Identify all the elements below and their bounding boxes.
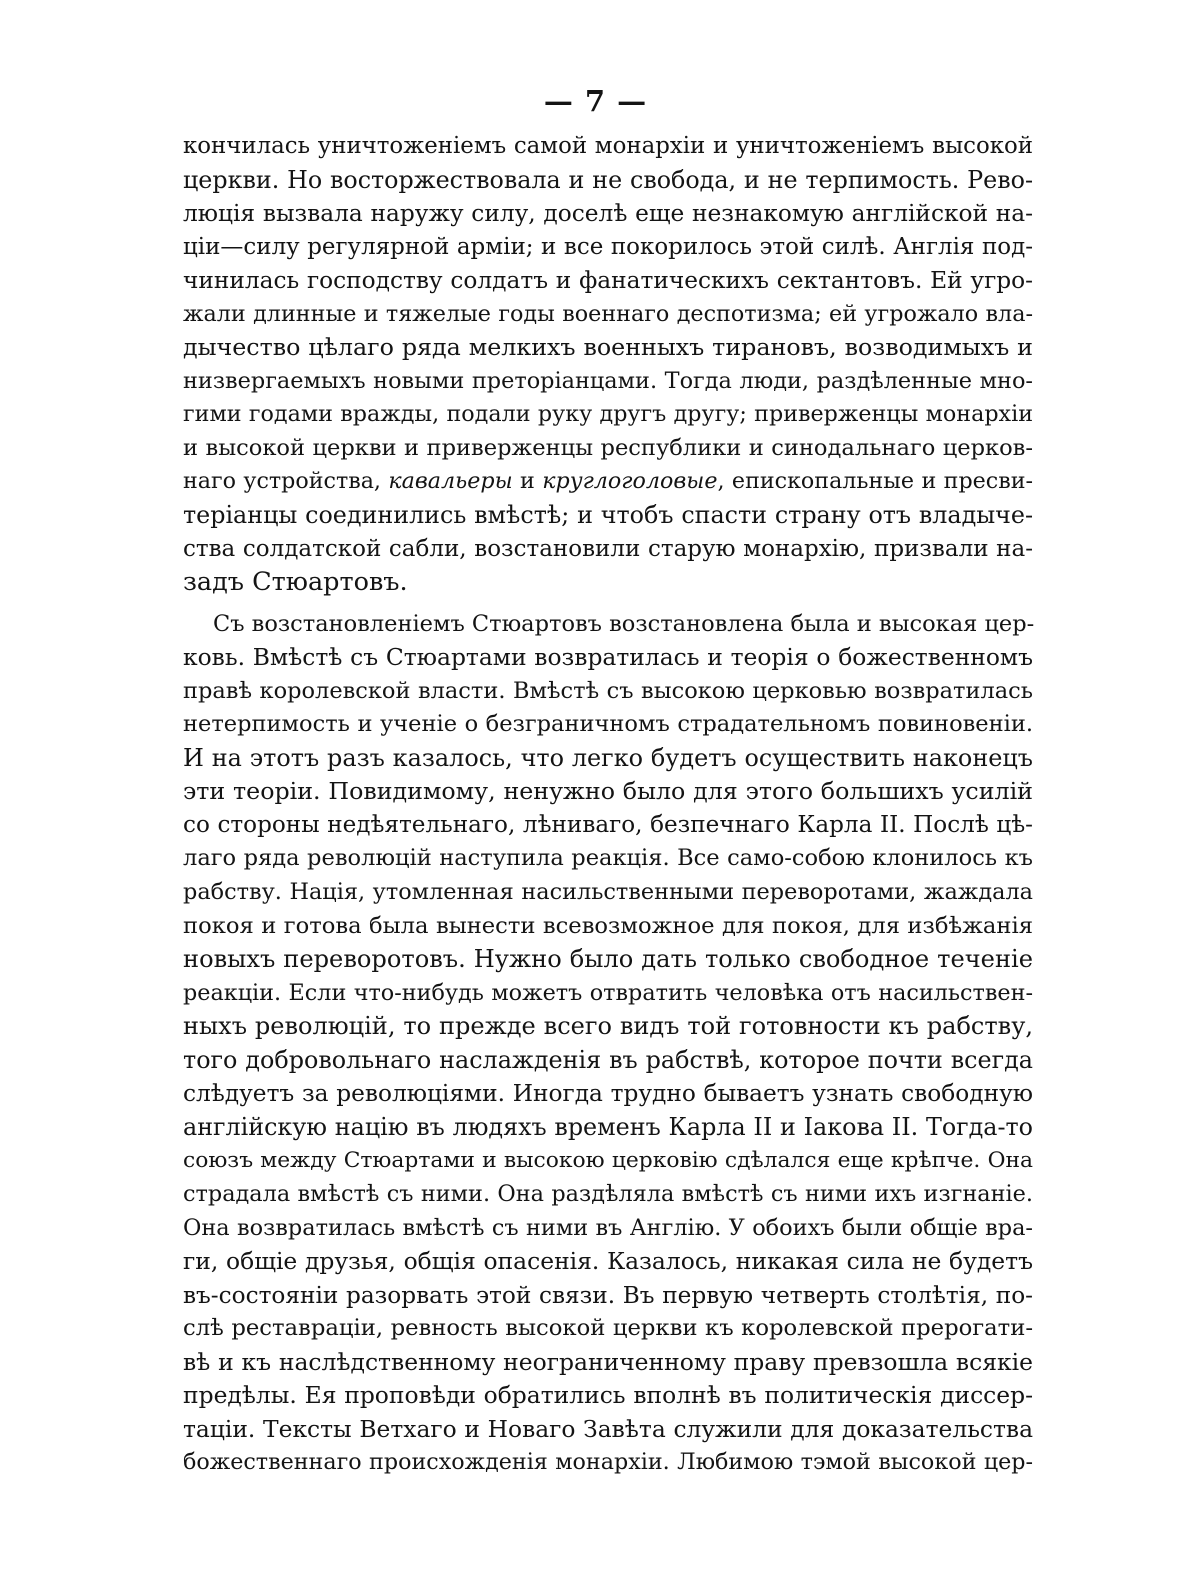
text-line: въ-состояніи разорвать этой связи. Въ первую четверть столѣтія, по-: [183, 1281, 1033, 1309]
text-line: ковь. Вмѣстѣ съ Стюартами возвратилась и теорія о божественномъ: [183, 643, 1033, 672]
text-line: Съ возстановленіемъ Стюартовъ возстановлена была и высокая цер-: [213, 610, 1035, 637]
text-segment: , епископальные и пресви-: [717, 468, 1033, 495]
text-line: лаго ряда революцій наступила реакція. Все само-собою клонилось къ: [183, 845, 1033, 872]
text-line: И на этотъ разъ казалось, что легко будетъ осуществить наконецъ: [183, 743, 1033, 772]
text-segment: и: [512, 468, 543, 495]
text-line: того добровольнаго наслажденія въ рабствѣ, которое почти всегда: [183, 1045, 1033, 1074]
text-line: теріанцы соединились вмѣстѣ; и чтобъ спасти страну отъ владыче-: [183, 501, 1033, 530]
text-line: реакціи. Если что-нибудь можетъ отвратить человѣка отъ насильствен-: [183, 979, 1033, 1006]
text-line: нетерпимость и ученіе о безграничномъ страдательномъ повиновеніи.: [183, 711, 1033, 738]
text-line: задъ Стюартовъ.: [183, 567, 408, 598]
text-line: жали длинные и тяжелые годы военнаго деспотизма; ей угрожало вла-: [183, 300, 1033, 327]
page-number: — 7 —: [543, 84, 648, 118]
text-line: страдала вмѣстѣ съ ними. Она раздѣляла вмѣстѣ съ ними ихъ изгнаніе.: [183, 1180, 1033, 1207]
paragraph-2: [183, 608, 1033, 1480]
text-line: дычество цѣлаго ряда мелкихъ военныхъ тирановъ, возводимыхъ и: [183, 333, 1033, 362]
text-line: ціи—силу регулярной арміи; и все покорилось этой силѣ. Англія под-: [183, 233, 1033, 260]
text-line: кончилась уничтоженіемъ самой монархіи и уничтоженіемъ высокой: [183, 133, 1033, 159]
text-line: церкви. Но восторжествовала и не свобода, и не терпимость. Рево-: [183, 165, 1033, 194]
text-line: англійскую націю въ людяхъ временъ Карла II и Іакова II. Тогда-то: [183, 1112, 1033, 1141]
italic-term-roundheads: круглоголовые: [542, 468, 718, 495]
text-line: слѣдуетъ за революціями. Иногда трудно бываетъ узнать свободную: [183, 1080, 1033, 1108]
text-line: ги, общіе друзья, общія опасенія. Казалось, никакая сила не будетъ: [183, 1247, 1033, 1276]
text-line: союзъ между Стюартами и высокою церковію сдѣлался еще крѣпче. Она: [183, 1148, 1033, 1174]
body-text: [183, 130, 1033, 1480]
text-line: рабству. Нація, утомленная насильственными переворотами, жаждала: [183, 879, 1033, 906]
text-line: покоя и готова была вынести всевозможное для покоя, для избѣжанія: [183, 912, 1033, 939]
text-line: вѣ и къ наслѣдственному неограниченному праву превзошла всякіе: [183, 1347, 1033, 1376]
italic-term-cavaliers: кавальеры: [388, 468, 513, 495]
text-segment: наго устройства,: [183, 468, 389, 495]
text-line: гими годами вражды, подали руку другъ другу; приверженцы монархіи: [183, 401, 1033, 428]
paragraph-1: [183, 130, 1033, 600]
text-line: предѣлы. Ея проповѣди обратились вполнѣ въ политическія диссер-: [183, 1381, 1033, 1410]
text-line: чинилась господству солдатъ и фанатическихъ сектантовъ. Ей угро-: [183, 267, 1033, 295]
text-line: Она возвратилась вмѣстѣ съ ними въ Англію. У обоихъ были общіе вра-: [183, 1214, 1033, 1241]
text-line: со стороны недѣятельнаго, лѣниваго, безпечнаго Карла II. Послѣ цѣ-: [183, 811, 1033, 838]
text-line: люція вызвала наружу силу, доселѣ еще незнакомую англійской на-: [183, 200, 1033, 228]
text-line: ныхъ революцій, то прежде всего видъ той готовности къ рабству,: [183, 1012, 1033, 1041]
text-line: ства солдатской сабли, возстановили старую монархію, призвали на-: [183, 535, 1033, 562]
text-line: правѣ королевской власти. Вмѣстѣ съ высокою церковью возвратилась: [183, 677, 1033, 704]
text-line-with-italics: [183, 465, 1033, 499]
text-line: божественнаго происхожденія монархіи. Любимою тэмой высокой цер-: [183, 1449, 1033, 1476]
text-line: эти теоріи. Повидимому, ненужно было для этого большихъ усилій: [183, 777, 1033, 806]
text-line: слѣ реставраціи, ревность высокой церкви къ королевской прерогати-: [183, 1315, 1033, 1342]
text-line: низвергаемыхъ новыми преторіанцами. Тогда люди, раздѣленные мно-: [183, 367, 1033, 394]
text-line: и высокой церкви и приверженцы республики и синодальнаго церков-: [183, 434, 1033, 461]
text-line: таціи. Тексты Ветхаго и Новаго Завѣта служили для доказательства: [183, 1414, 1033, 1443]
text-line: новыхъ переворотовъ. Нужно было дать только свободное теченіе: [183, 945, 1033, 974]
